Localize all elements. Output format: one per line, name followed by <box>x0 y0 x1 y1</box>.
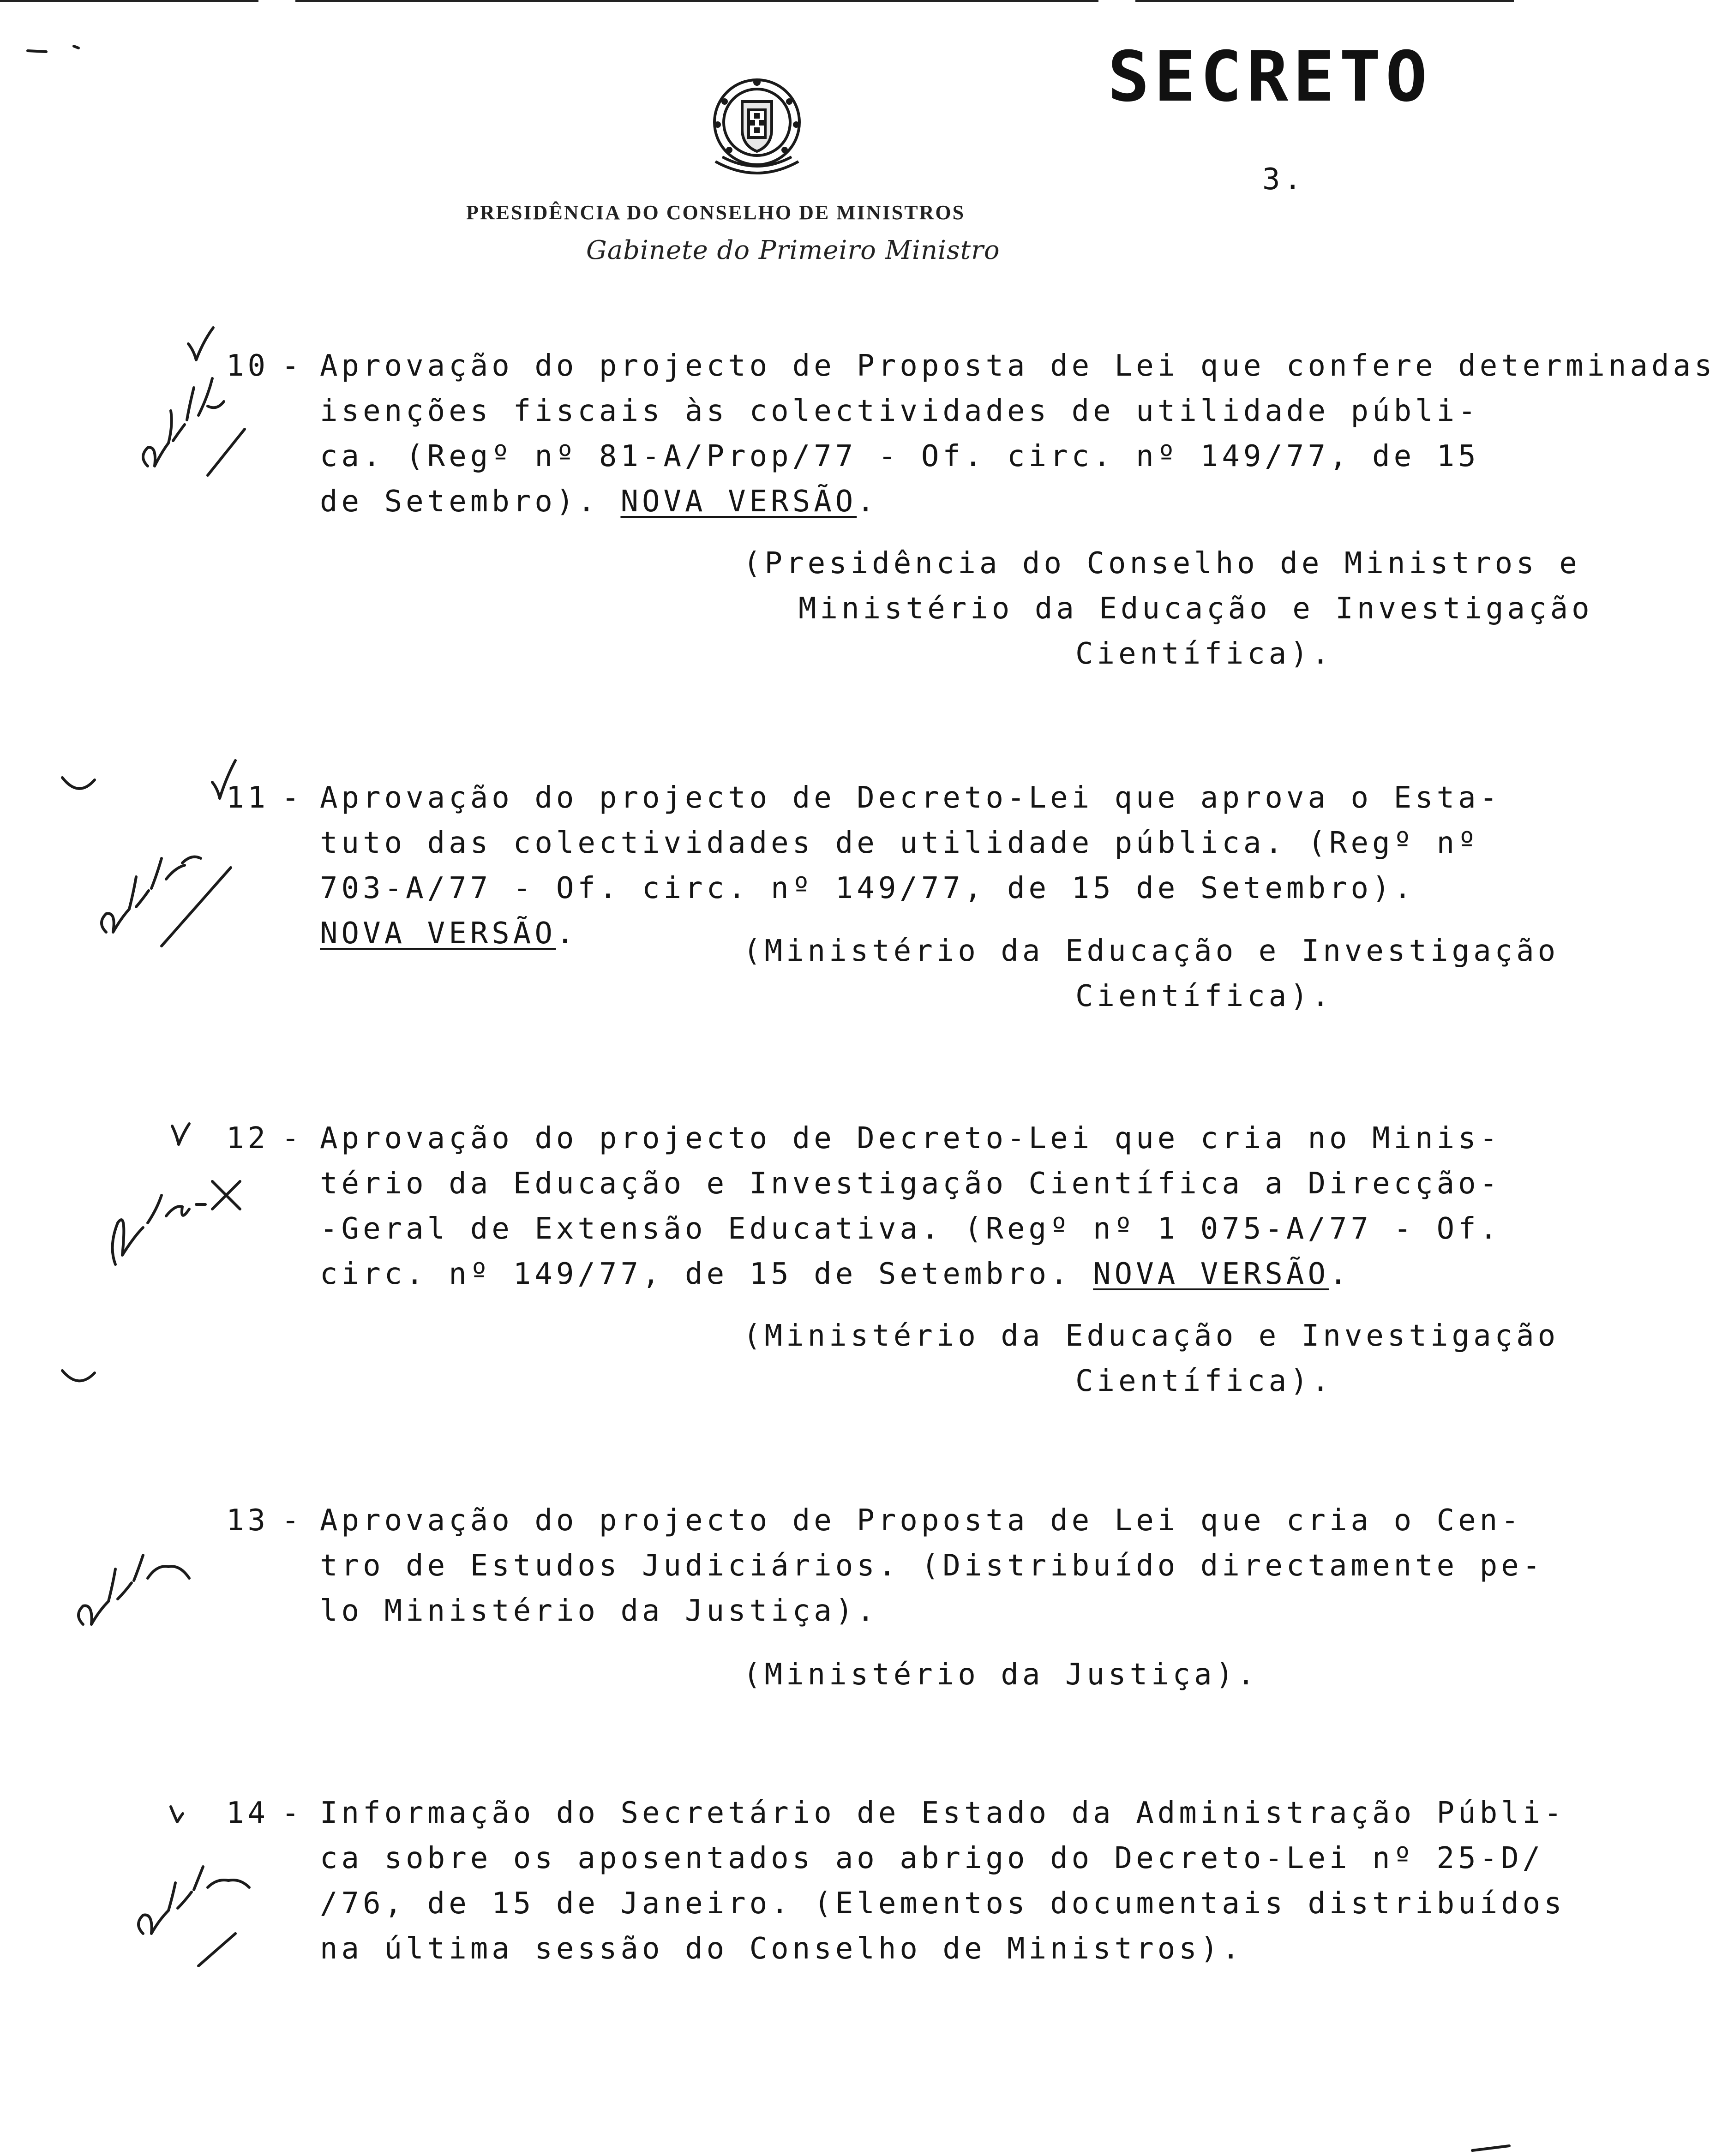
ministry-line: (Presidência do Conselho de Ministros e <box>743 546 1581 581</box>
item-text-line: Aprovação do projecto de Proposta de Lei que cria o Cen- <box>320 1503 1523 1538</box>
punch-hole-mark-icon <box>55 1352 102 1398</box>
check-mark-icon <box>166 1800 189 1827</box>
ministry-line: Científica). <box>1075 1364 1333 1398</box>
office-subheader: Gabinete do Primeiro Ministro <box>586 235 1000 265</box>
punch-hole-mark-icon <box>55 761 102 808</box>
new-version-label: NOVA VERSÃO <box>320 916 556 951</box>
item-text-line: ca sobre os aposentados ao abrigo do Decreto-Lei nº 25-D/ <box>320 1841 1544 1875</box>
ministry-line: Científica). <box>1075 979 1333 1013</box>
item-dash: - <box>282 1121 303 1156</box>
item-text-line: Aprovação do projecto de Decreto-Lei que aprova o Esta- <box>320 781 1501 815</box>
item-number: 12 <box>226 1121 270 1156</box>
ministry-line: Ministério da Educação e Investigação <box>798 592 1593 626</box>
ministry-line: (Ministério da Educação e Investigação <box>743 934 1560 968</box>
item-text-line: NOVA VERSÃO. <box>320 916 578 951</box>
item-dash: - <box>282 1503 303 1538</box>
page-number: 3. <box>1262 162 1306 197</box>
handwritten-adiado-note <box>134 360 254 489</box>
item-text-line: Informação do Secretário de Estado da Administração Públi- <box>320 1796 1566 1830</box>
item-dash: - <box>282 1796 303 1830</box>
scan-edge-line <box>0 0 258 2</box>
handwritten-adiado-note <box>69 1537 208 1643</box>
item-text-line: de Setembro). NOVA VERSÃO. <box>320 485 878 519</box>
item-text-line: isenções fiscais às colectividades de utilidade públi- <box>320 394 1480 428</box>
ministry-line: (Ministério da Educação e Investigação <box>743 1319 1560 1353</box>
scan-edge-line <box>295 0 1098 2</box>
item-text-line: Aprovação do projecto de Decreto-Lei que cria no Minis- <box>320 1121 1501 1156</box>
item-dash: - <box>282 349 303 383</box>
item-text-line: tro de Estudos Judiciários. (Distribuído directamente pe- <box>320 1549 1544 1583</box>
ministry-line: (Ministério da Justiça). <box>743 1658 1259 1692</box>
scan-artifact-mark <box>1468 2123 1514 2156</box>
check-mark-icon <box>168 1117 196 1149</box>
item-text-line: -Geral de Extensão Educativa. (Regº nº 1 075-A/77 - Of. <box>320 1212 1501 1246</box>
coat-of-arms-emblem <box>697 69 817 189</box>
item-text-line: lo Ministério da Justiça). <box>320 1594 878 1628</box>
new-version-label: NOVA VERSÃO <box>620 485 857 519</box>
item-number: 10 <box>226 349 270 383</box>
item-text-line: 703-A/77 - Of. circ. nº 149/77, de 15 de Setembro). <box>320 871 1416 905</box>
handwritten-adiado-note <box>129 1855 268 1975</box>
item-number: 14 <box>226 1796 270 1830</box>
new-version-label: NOVA VERSÃO <box>1093 1257 1329 1291</box>
item-text-line: ca. (Regº nº 81-A/Prop/77 - Of. circ. nº 149/77, de 15 <box>320 439 1480 473</box>
handwritten-adia-x-note <box>102 1172 254 1278</box>
check-mark-icon <box>185 323 222 365</box>
item-number: 11 <box>226 781 270 815</box>
item-text-line: tuto das colectividades de utilidade pública. (Regº nº <box>320 826 1480 860</box>
scan-artifact-mark <box>18 37 111 74</box>
item-text-line: na última sessão do Conselho de Ministros). <box>320 1932 1243 1966</box>
institution-header: PRESIDÊNCIA DO CONSELHO DE MINISTROS <box>466 201 966 224</box>
item-dash: - <box>282 781 303 815</box>
scan-edge-line <box>1135 0 1514 2</box>
item-text-line: circ. nº 149/77, de 15 de Setembro. NOVA VERSÃO. <box>320 1257 1351 1291</box>
item-text-line: tério da Educação e Investigação Científica a Direcção- <box>320 1167 1501 1201</box>
item-text-line: Aprovação do projecto de Proposta de Lei que confere determinadas <box>320 349 1716 383</box>
item-number: 13 <box>226 1503 270 1538</box>
check-mark-icon <box>208 757 245 803</box>
ministry-line: Científica). <box>1075 637 1333 671</box>
classification-stamp: SECRETO <box>1108 37 1432 117</box>
handwritten-adiado-note <box>92 835 245 955</box>
item-text-line: /76, de 15 de Janeiro. (Elementos documentais distribuídos <box>320 1886 1566 1921</box>
